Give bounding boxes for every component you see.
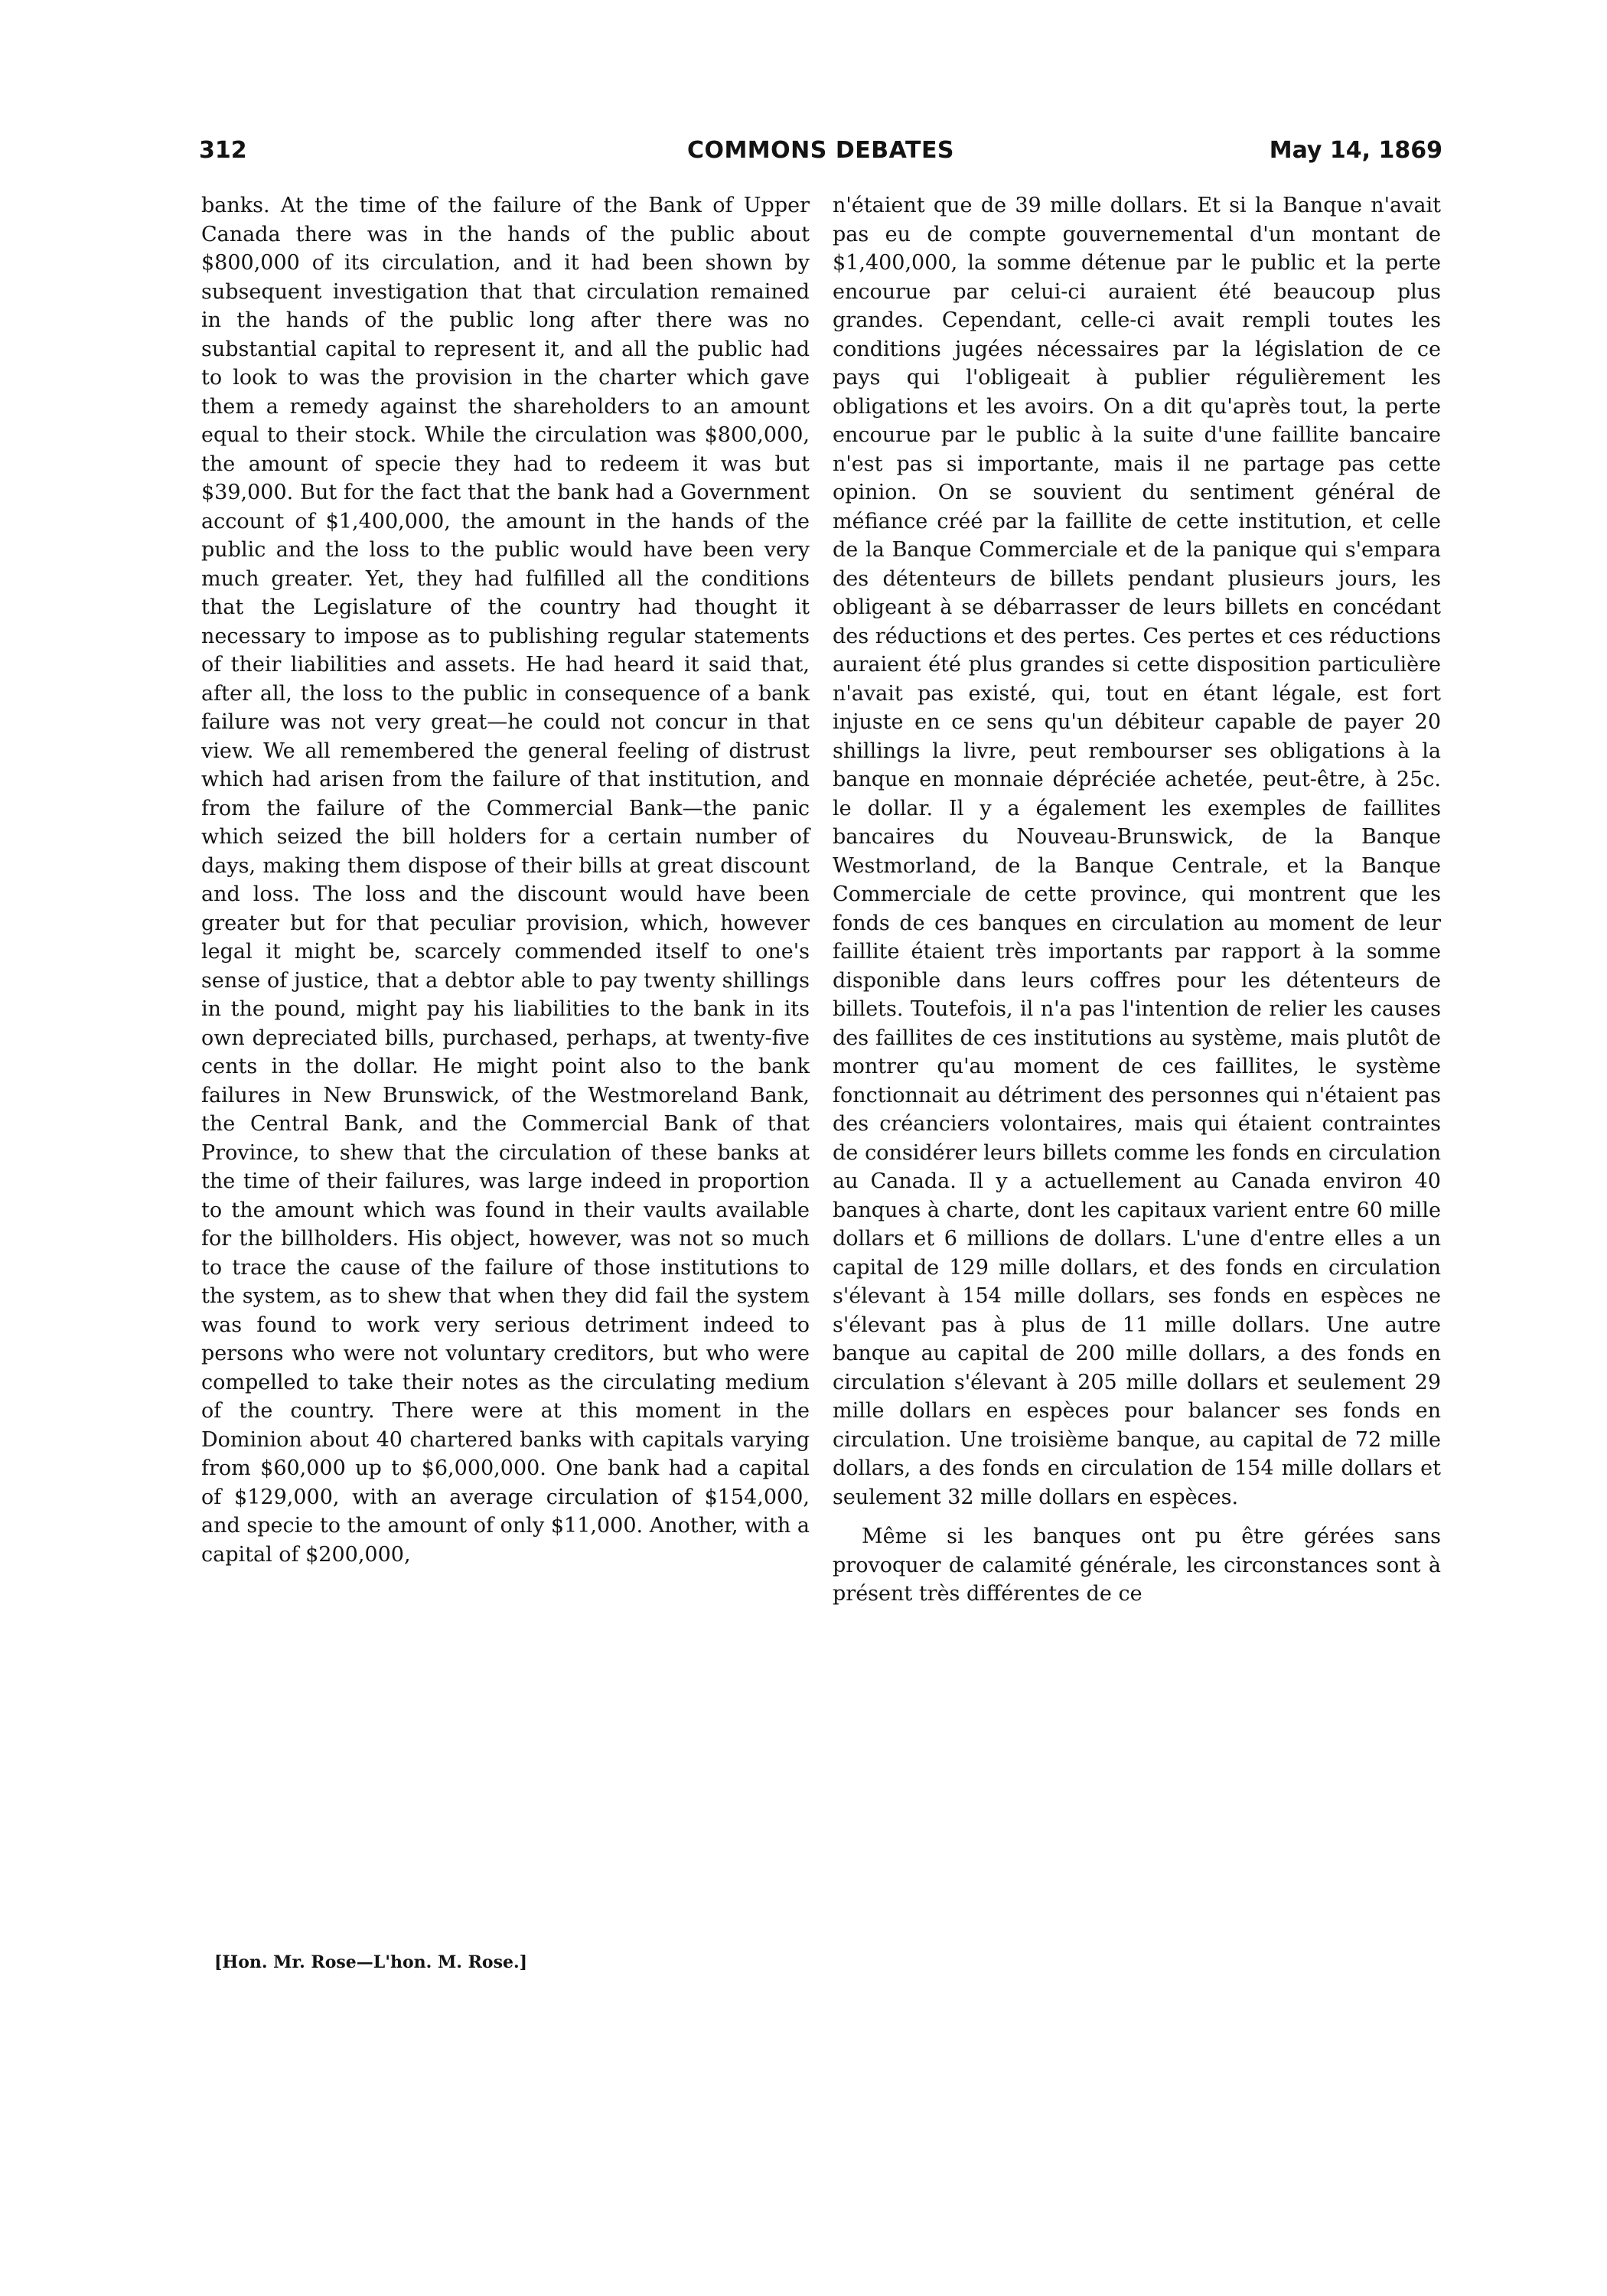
header-date: May 14, 1869	[1269, 137, 1442, 164]
page-number: 312	[199, 137, 247, 164]
running-title: COMMONS DEBATES	[686, 137, 955, 164]
left-column-english	[201, 191, 810, 1569]
paragraph: Même si les banques ont pu être gérées sans provoquer de calamité générale, les circonstances sont à présent très différentes de ce	[833, 1525, 1441, 1606]
right-column-french	[833, 191, 1441, 1609]
paragraph: banks. At the time of the failure of the Bank of Upper Canada there was in the hands of the public about $800,000 of its circulation, and it had been shown by subsequent investigation that that circulation remained in the hands of the public long after there was no substantial capital to represent it, and all the public had to look to was the provision in the charter which gave them a remedy against the shareholders to an amount equal to their stock. While the circulation was $800,000, the amount of specie they had to redeem it was but $39,000. But for the fact that the bank had a Government account of $1,400,000, the amount in the hands of the public and the loss to the public would have been very much greater. Yet, they had fulfilled all the conditions that the Legislature of the country had thought it necessary to impose as to publishing regular statements of their liabilities and assets. He had heard it said that, after all, the loss to the public in consequence of a bank failure was not very great—he could not concur in that view. We all remembered the general feeling of distrust which had arisen from the failure of that institution, and from the failure of the Commercial Bank—the panic which seized the bill holders for a certain number of days, making them dispose of their bills at great discount and loss. The loss and the discount would have been greater but for that peculiar provision, which, however legal it might be, scarcely commended itself to one's sense of justice, that a debtor able to pay twenty shillings in the pound, might pay his liabilities to the bank in its own depreciated bills, purchased, perhaps, at twenty-five cents in the dollar. He might point also to the bank failures in New Brunswick, of the Westmoreland Bank, the Central Bank, and the Commercial Bank of that Province, to shew that the circulation of these banks at the time of their failures, was large indeed in proportion to the amount which was found in their vaults available for the billholders. His object, however, was not so much to trace the cause of the failure of those institutions to the system, as to shew that when they did fail the system was found to work very serious detriment indeed to persons who were not voluntary creditors, but who were compelled to take their notes as the circulating medium of the country. There were at this moment in the Dominion about 40 chartered banks with capitals varying from $60,000 up to $6,000,000. One bank had a capital of $129,000, with an average circulation of $154,000, and specie to the amount of only $11,000. Another, with a capital of $200,000,	[201, 194, 810, 1567]
speaker-footnote: [Hon. Mr. Rose—L'hon. M. Rose.]	[214, 1952, 528, 1972]
page-header	[199, 132, 1442, 170]
paragraph: n'étaient que de 39 mille dollars. Et si la Banque n'avait pas eu de compte gouvernemental d'un montant de $1,400,000, la somme détenue par le public et la perte encourue par celui-ci auraient été beaucoup plus grandes. Cependant, celle-ci avait rempli toutes les conditions jugées nécessaires par la législation de ce pays qui l'obligeait à publier régulièrement les obligations et les avoirs. On a dit qu'après tout, la perte encourue par le public à la suite d'une faillite bancaire n'est pas si importante, mais il ne partage pas cette opinion. On se souvient du sentiment général de méfiance créé par la faillite de cette institution, et celle de la Banque Commerciale et de la panique qui s'empara des détenteurs de billets pendant plusieurs jours, les obligeant à se débarrasser de leurs billets en concédant des réductions et des pertes. Ces pertes et ces réductions auraient été plus grandes si cette disposition particulière n'avait pas existé, qui, tout en étant légale, est fort injuste en ce sens qu'un débiteur capable de payer 20 shillings la livre, peut rembourser ses obligations à la banque en monnaie dépréciée achetée, peut-être, à 25c. le dollar. Il y a également les exemples de faillites bancaires du Nouveau-Brunswick, de la Banque Westmorland, de la Banque Centrale, et la Banque Commerciale de cette province, qui montrent que les fonds de ces banques en circulation au moment de leur faillite étaient très importants par rapport à la somme disponible dans leurs coffres pour les détenteurs de billets. Toutefois, il n'a pas l'intention de relier les causes des faillites de ces institutions au système, mais plutôt de montrer qu'au moment de ces faillites, le système fonctionnait au détriment des personnes qui n'étaient pas des créanciers volontaires, mais qui étaient contraintes de considérer leurs billets comme les fonds en circulation au Canada. Il y a actuellement au Canada environ 40 banques à charte, dont les capitaux varient entre 60 mille dollars et 6 millions de dollars. L'une d'entre elles a un capital de 129 mille dollars, et des fonds en circulation s'élevant à 154 mille dollars, ses fonds en espèces ne s'élevant pas à plus de 11 mille dollars. Une autre banque au capital de 200 mille dollars, a des fonds en circulation s'élevant à 205 mille dollars et seulement 29 mille dollars en espèces pour balancer ses fonds en circulation. Une troisième banque, au capital de 72 mille dollars, a des fonds en circulation de 154 mille dollars et seulement 32 mille dollars en espèces.	[833, 194, 1441, 1509]
